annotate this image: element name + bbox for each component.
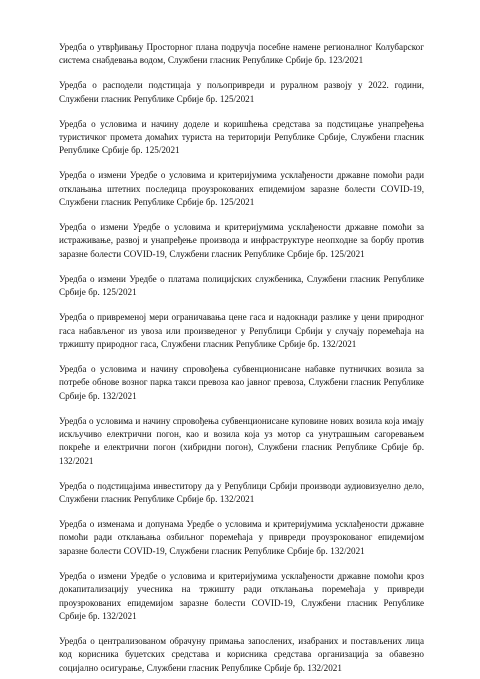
regulation-list [59,41,424,675]
regulation-entry: Уредба о измени Уредбе о условима и критеријумима усклађености државне помоћи кроз докапитализацију учесника на тржишту ради отклањања поремећаја у привреди проузрокованих епидемијом заразне болести COVID-19, Службени гласник Републике Србије бр. 132/2021 [59,570,424,621]
regulation-entry: Уредба о изменама и допунама Уредбе о условима и критеријумима усклађености државне помоћи ради отклањања озбиљног поремећаја у привреди проузрокованог епидемијом заразне болести COVID-19, Службени гласник Републике Србије бр. 132/2021 [59,518,424,556]
regulation-entry: Уредба о условима и начину спровођења субвенционисане набавке путничких возила за потребе обнове возног парка такси превоза као јавног превоза, Службени гласник Републике Србије бр. 132/2021 [59,363,424,401]
regulation-entry: Уредба о расподели подстицаја у пољопривреди и руралном развоју у 2022. години, Службени гласник Републике Србије бр. 125/2021 [59,80,424,104]
regulation-entry: Уредба о централизованом обрачуну примања запослених, изабраних и постављених лица код корисника буџетских средстава и корисника средстава организација за обавезно социјално осигурање, Службени гласник Републике Србије бр. 132/2021 [59,635,424,673]
regulation-entry: Уредба о измени Уредбе о условима и критеријумима усклађености државне помоћи ради отклањања штетних последица проузрокованих епидемијом заразне болести COVID-19, Службени гласник Републике Србије бр. 125/2021 [59,170,424,208]
regulation-entry: Уредба о утврђивању Просторног плана подручја посебне намене регионалног Колубарског система снабдевања водом, Службени гласник Републике Србије бр. 123/2021 [59,42,424,66]
regulation-entry: Уредба о измени Уредбе о платама полицијских службеника, Службени гласник Републике Србије бр. 125/2021 [59,273,424,298]
regulation-entry: Уредба о условима и начину спровођења субвенционисане куповине нових возила која имају искључиво електрични погон, као и возила која уз мотор са унутрашњим сагоревањем покреће и електрични погон (хибридни погон), Службени гласник Републике Србије бр. 132/2021 [59,415,424,466]
regulation-entry: Уредба о подстицајима инвеститору да у Републици Србији производи аудиовизуелно дело, Службени гласник Републике Србије бр. 132/2021 [59,480,424,505]
regulation-entry: Уредба о измени Уредбе о условима и критеријумима усклађености државне помоћи за истраживање, развој и унапређење производа и инфраструктуре неопходне за борбу против заразне болести COVID-19, Службени гласник Републике Србије бр. 125/2021 [59,222,424,259]
regulation-entry: Уредба о условима и начину доделе и коришћења средстава за подстицање унапређења туристичког промета домаћих туриста на територији Републике Србије, Службени гласник Републике Србије бр. 125/2021 [59,118,424,156]
regulation-entry: Уредба о привременој мери ограничавања цене гаса и надокнади разлике у цени природног гаса набављеног из увоза или произведеног у Републици Србији у случају поремећаја на тржишту природног гаса, Службени гласник Републике Србије бр. 132/2021 [59,312,424,349]
